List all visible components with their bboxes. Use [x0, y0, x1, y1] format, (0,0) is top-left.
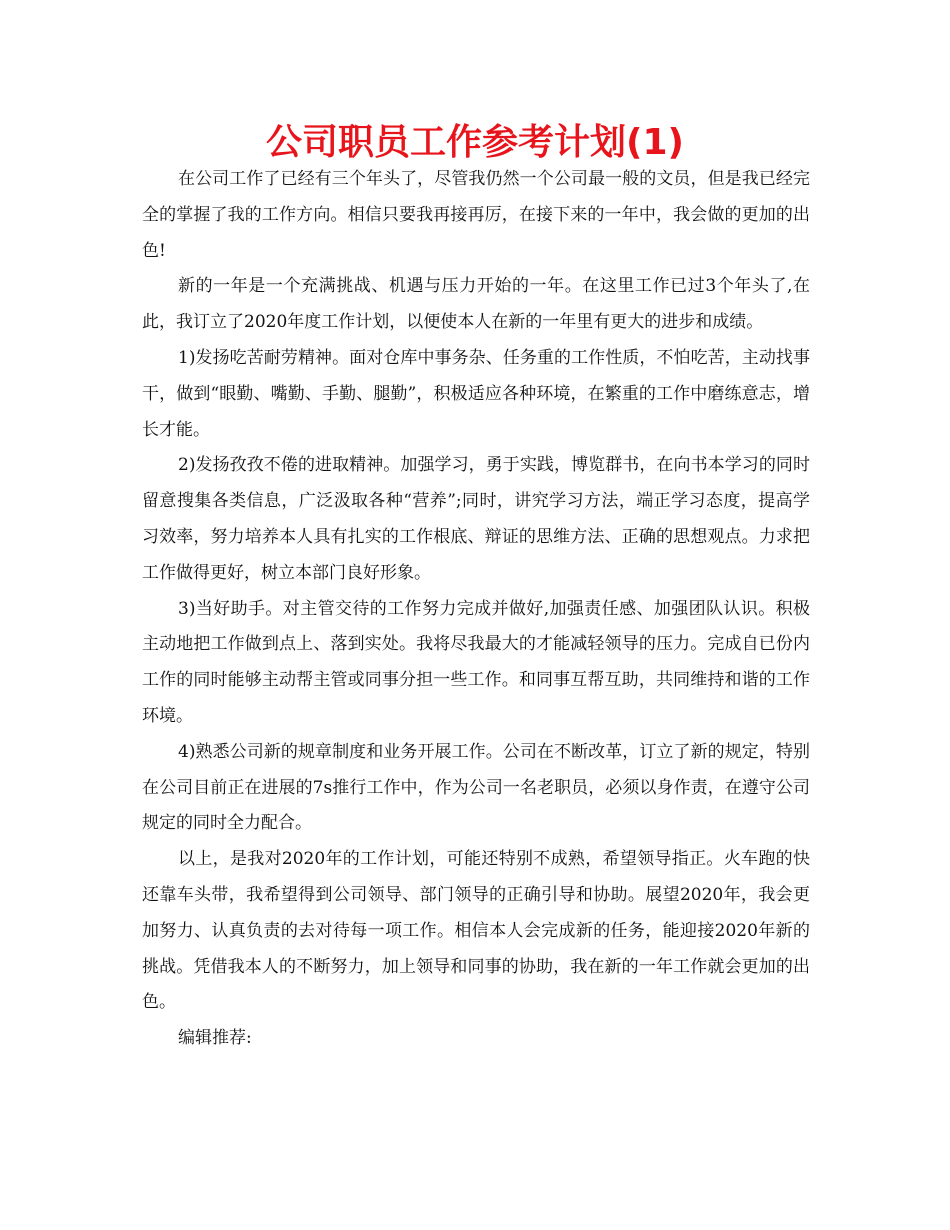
paragraph-point-2: 2)发扬孜孜不倦的进取精神。加强学习，勇于实践，博览群书，在向书本学习的同时留意搜集各类信息，广泛汲取各种“营养”;同时，讲究学习方法，端正学习态度，提高学习效率，努力培养本人具有扎实的工作根底、辩证的思维方法、正确的思想观点。力求把工作做得更好，树立本部门良好形象。 — [142, 455, 810, 583]
paragraph-point-1: 1)发扬吃苦耐劳精神。面对仓库中事务杂、任务重的工作性质，不怕吃苦，主动找事干，做到“眼勤、嘴勤、手勤、腿勤”，积极适应各种环境，在繁重的工作中磨练意志，增长才能。 — [142, 347, 810, 440]
paragraph-new-year: 新的一年是一个充满挑战、机遇与压力开始的一年。在这里工作已过3个年头了,在此，我订立了2020年度工作计划，以便使本人在新的一年里有更大的进步和成绩。 — [142, 276, 810, 333]
paragraph-point-3: 3)当好助手。对主管交待的工作努力完成并做好,加强责任感、加强团队认识。积极主动地把工作做到点上、落到实处。我将尽我最大的才能减轻领导的压力。完成自已份内工作的同时能够主动帮主管或同事分担一些工作。和同事互帮互助，共同维持和谐的工作环境。 — [142, 598, 810, 726]
paragraph-editor-recommend: 编辑推荐: — [178, 1028, 252, 1049]
paragraph-point-4: 4)熟悉公司新的规章制度和业务开展工作。公司在不断改革，订立了新的规定，特别在公司目前正在进展的7s推行工作中，作为公司一名老职员，必须以身作责，在遵守公司规定的同时全力配合。 — [142, 741, 810, 834]
document-title: 公司职员工作参考计划(1) — [266, 122, 684, 163]
paragraph-intro: 在公司工作了已经有三个年头了，尽管我仍然一个公司最一般的文员，但是我已经完全的掌握了我的工作方向。相信只要我再接再厉，在接下来的一年中，我会做的更加的出色! — [142, 169, 810, 261]
document-body — [142, 162, 810, 1057]
paragraph-conclusion: 以上，是我对2020年的工作计划，可能还特别不成熟，希望领导指正。火车跑的快还靠车头带，我希望得到公司领导、部门领导的正确引导和协助。展望2020年，我会更加努力、认真负责的去对待每一项工作。相信本人会完成新的任务，能迎接2020年新的挑战。凭借我本人的不断努力，加上领导和同事的协助，我在新的一年工作就会更加的出色。 — [142, 849, 810, 1013]
